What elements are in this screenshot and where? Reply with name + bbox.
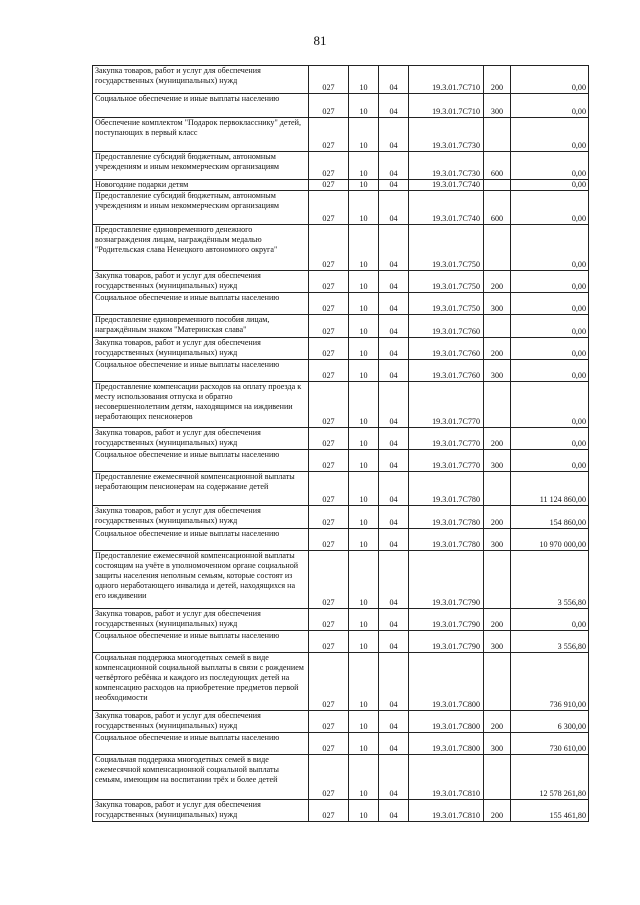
row-sum-cell: 3 556,80 (511, 631, 589, 653)
row-pr-cell: 04 (379, 315, 409, 338)
row-vr-cell (484, 755, 511, 800)
row-ved-cell: 027 (309, 755, 349, 800)
row-csr-cell: 19.3.01.7С760 (409, 315, 484, 338)
row-csr-cell: 19.3.01.7С810 (409, 755, 484, 800)
row-csr-cell: 19.3.01.7С770 (409, 382, 484, 428)
row-csr-cell: 19.3.01.7С800 (409, 711, 484, 733)
row-pr-cell: 04 (379, 733, 409, 755)
row-vr-cell: 200 (484, 506, 511, 529)
row-vr-cell (484, 118, 511, 152)
table-row (93, 271, 589, 293)
row-ved-cell: 027 (309, 800, 349, 822)
table-row (93, 800, 589, 822)
row-pr-cell: 04 (379, 225, 409, 271)
row-vr-cell: 300 (484, 450, 511, 472)
row-vr-cell: 300 (484, 529, 511, 551)
row-vr-cell: 600 (484, 191, 511, 225)
row-sum-cell: 12 578 261,80 (511, 755, 589, 800)
row-vr-cell: 300 (484, 631, 511, 653)
row-pr-cell: 04 (379, 631, 409, 653)
row-csr-cell: 19.3.01.7С750 (409, 225, 484, 271)
row-rz-cell: 10 (349, 271, 379, 293)
row-sum-cell: 154 860,00 (511, 506, 589, 529)
row-rz-cell: 10 (349, 472, 379, 506)
row-pr-cell: 04 (379, 529, 409, 551)
row-pr-cell: 04 (379, 271, 409, 293)
row-ved-cell: 027 (309, 653, 349, 711)
row-pr-cell: 04 (379, 711, 409, 733)
row-pr-cell: 04 (379, 653, 409, 711)
row-vr-cell: 300 (484, 360, 511, 382)
row-sum-cell: 0,00 (511, 609, 589, 631)
row-vr-cell (484, 382, 511, 428)
row-pr-cell: 04 (379, 506, 409, 529)
row-name-cell: Социальное обеспечение и иные выплаты населению (93, 733, 309, 755)
row-csr-cell: 19.3.01.7С750 (409, 293, 484, 315)
row-sum-cell: 0,00 (511, 293, 589, 315)
row-csr-cell: 19.3.01.7С790 (409, 609, 484, 631)
row-name-cell: Закупка товаров, работ и услуг для обеспечения государственных (муниципальных) нужд (93, 271, 309, 293)
row-sum-cell: 0,00 (511, 315, 589, 338)
row-ved-cell: 027 (309, 338, 349, 360)
row-csr-cell: 19.3.01.7С790 (409, 631, 484, 653)
row-pr-cell: 04 (379, 152, 409, 180)
row-rz-cell: 10 (349, 711, 379, 733)
row-csr-cell: 19.3.01.7С810 (409, 800, 484, 822)
row-name-cell: Закупка товаров, работ и услуг для обеспечения государственных (муниципальных) нужд (93, 428, 309, 450)
row-ved-cell: 027 (309, 66, 349, 94)
row-sum-cell: 0,00 (511, 191, 589, 225)
row-ved-cell: 027 (309, 271, 349, 293)
table-row (93, 360, 589, 382)
row-sum-cell: 0,00 (511, 118, 589, 152)
table-row (93, 755, 589, 800)
row-csr-cell: 19.3.01.7С740 (409, 191, 484, 225)
row-rz-cell: 10 (349, 609, 379, 631)
row-pr-cell: 04 (379, 338, 409, 360)
row-vr-cell (484, 180, 511, 191)
row-ved-cell: 027 (309, 609, 349, 631)
row-ved-cell: 027 (309, 631, 349, 653)
table-body (93, 66, 589, 822)
row-sum-cell: 0,00 (511, 225, 589, 271)
row-ved-cell: 027 (309, 360, 349, 382)
row-ved-cell: 027 (309, 225, 349, 271)
row-sum-cell: 736 910,00 (511, 653, 589, 711)
row-pr-cell: 04 (379, 118, 409, 152)
row-name-cell: Предоставление единовременного пособия лицам, награждённым знаком "Материнская слава" (93, 315, 309, 338)
row-name-cell: Закупка товаров, работ и услуг для обеспечения государственных (муниципальных) нужд (93, 506, 309, 529)
row-pr-cell: 04 (379, 472, 409, 506)
row-ved-cell: 027 (309, 551, 349, 609)
row-rz-cell: 10 (349, 733, 379, 755)
row-name-cell: Новогодние подарки детям (93, 180, 309, 191)
table-row (93, 529, 589, 551)
row-name-cell: Закупка товаров, работ и услуг для обеспечения государственных (муниципальных) нужд (93, 338, 309, 360)
row-csr-cell: 19.3.01.7С760 (409, 338, 484, 360)
table-row (93, 94, 589, 118)
row-rz-cell: 10 (349, 551, 379, 609)
row-sum-cell: 155 461,80 (511, 800, 589, 822)
row-csr-cell: 19.3.01.7С760 (409, 360, 484, 382)
table-row (93, 315, 589, 338)
row-rz-cell: 10 (349, 152, 379, 180)
row-name-cell: Закупка товаров, работ и услуг для обеспечения государственных (муниципальных) нужд (93, 609, 309, 631)
row-rz-cell: 10 (349, 382, 379, 428)
row-vr-cell: 200 (484, 711, 511, 733)
row-csr-cell: 19.3.01.7С750 (409, 271, 484, 293)
row-vr-cell: 300 (484, 733, 511, 755)
row-name-cell: Обеспечение комплектом "Подарок первокласснику" детей, поступающих в первый класс (93, 118, 309, 152)
row-ved-cell: 027 (309, 382, 349, 428)
row-name-cell: Закупка товаров, работ и услуг для обеспечения государственных (муниципальных) нужд (93, 711, 309, 733)
row-ved-cell: 027 (309, 191, 349, 225)
row-pr-cell: 04 (379, 94, 409, 118)
row-name-cell: Предоставление единовременного денежного вознаграждения лицам, награждённым медалью "Родительская слава Ненецкого автономного округа" (93, 225, 309, 271)
table-row (93, 450, 589, 472)
row-vr-cell: 300 (484, 94, 511, 118)
row-sum-cell: 0,00 (511, 338, 589, 360)
row-vr-cell: 200 (484, 66, 511, 94)
table-row (93, 382, 589, 428)
row-csr-cell: 19.3.01.7С770 (409, 450, 484, 472)
row-vr-cell (484, 225, 511, 271)
row-rz-cell: 10 (349, 631, 379, 653)
row-rz-cell: 10 (349, 225, 379, 271)
row-pr-cell: 04 (379, 66, 409, 94)
row-name-cell: Социальная поддержка многодетных семей в виде ежемесячной компенсационной социальной выплаты семьям, имеющим на воспитании трёх и более детей (93, 755, 309, 800)
row-sum-cell: 0,00 (511, 94, 589, 118)
row-name-cell: Социальное обеспечение и иные выплаты населению (93, 293, 309, 315)
row-name-cell: Социальное обеспечение и иные выплаты населению (93, 631, 309, 653)
row-ved-cell: 027 (309, 118, 349, 152)
row-rz-cell: 10 (349, 293, 379, 315)
row-name-cell: Предоставление субсидий бюджетным, автономным учреждениям и иным некоммерческим организациям (93, 152, 309, 180)
table-row (93, 733, 589, 755)
row-csr-cell: 19.3.01.7С780 (409, 472, 484, 506)
row-name-cell: Закупка товаров, работ и услуг для обеспечения государственных (муниципальных) нужд (93, 800, 309, 822)
row-csr-cell: 19.3.01.7С800 (409, 733, 484, 755)
row-sum-cell: 6 300,00 (511, 711, 589, 733)
row-rz-cell: 10 (349, 338, 379, 360)
row-ved-cell: 027 (309, 711, 349, 733)
row-vr-cell: 200 (484, 428, 511, 450)
row-pr-cell: 04 (379, 450, 409, 472)
row-ved-cell: 027 (309, 506, 349, 529)
row-rz-cell: 10 (349, 506, 379, 529)
table-row (93, 180, 589, 191)
row-name-cell: Предоставление субсидий бюджетным, автономным учреждениям и иным некоммерческим организациям (93, 191, 309, 225)
row-csr-cell: 19.3.01.7С740 (409, 180, 484, 191)
table-row (93, 66, 589, 94)
row-vr-cell: 600 (484, 152, 511, 180)
row-csr-cell: 19.3.01.7С800 (409, 653, 484, 711)
row-sum-cell: 10 970 000,00 (511, 529, 589, 551)
row-rz-cell: 10 (349, 450, 379, 472)
row-ved-cell: 027 (309, 428, 349, 450)
row-ved-cell: 027 (309, 529, 349, 551)
row-pr-cell: 04 (379, 191, 409, 225)
page-number: 81 (313, 33, 327, 48)
row-ved-cell: 027 (309, 94, 349, 118)
row-vr-cell (484, 653, 511, 711)
row-rz-cell: 10 (349, 191, 379, 225)
table-row (93, 506, 589, 529)
row-ved-cell: 027 (309, 293, 349, 315)
row-rz-cell: 10 (349, 315, 379, 338)
row-name-cell: Предоставление ежемесячной компенсационной выплаты неработающим пенсионерам на содержание детей (93, 472, 309, 506)
row-sum-cell: 0,00 (511, 180, 589, 191)
row-sum-cell: 0,00 (511, 66, 589, 94)
table-row (93, 631, 589, 653)
row-rz-cell: 10 (349, 180, 379, 191)
row-sum-cell: 730 610,00 (511, 733, 589, 755)
row-pr-cell: 04 (379, 800, 409, 822)
row-csr-cell: 19.3.01.7С710 (409, 66, 484, 94)
row-ved-cell: 027 (309, 152, 349, 180)
table-row (93, 472, 589, 506)
row-sum-cell: 0,00 (511, 382, 589, 428)
row-vr-cell (484, 472, 511, 506)
row-ved-cell: 027 (309, 450, 349, 472)
table-row (93, 118, 589, 152)
table-row (93, 152, 589, 180)
row-name-cell: Закупка товаров, работ и услуг для обеспечения государственных (муниципальных) нужд (93, 66, 309, 94)
table-row (93, 609, 589, 631)
row-csr-cell: 19.3.01.7С710 (409, 94, 484, 118)
row-pr-cell: 04 (379, 609, 409, 631)
table-row (93, 653, 589, 711)
table-row (93, 711, 589, 733)
row-name-cell: Социальное обеспечение и иные выплаты населению (93, 360, 309, 382)
row-rz-cell: 10 (349, 653, 379, 711)
row-vr-cell: 300 (484, 293, 511, 315)
row-csr-cell: 19.3.01.7С790 (409, 551, 484, 609)
row-sum-cell: 0,00 (511, 428, 589, 450)
row-vr-cell (484, 551, 511, 609)
row-name-cell: Социальное обеспечение и иные выплаты населению (93, 529, 309, 551)
row-csr-cell: 19.3.01.7С730 (409, 152, 484, 180)
row-ved-cell: 027 (309, 315, 349, 338)
table-row (93, 225, 589, 271)
row-pr-cell: 04 (379, 382, 409, 428)
row-pr-cell: 04 (379, 428, 409, 450)
row-vr-cell: 200 (484, 338, 511, 360)
table-row (93, 293, 589, 315)
table-row (93, 191, 589, 225)
table-row (93, 551, 589, 609)
row-rz-cell: 10 (349, 800, 379, 822)
row-sum-cell: 0,00 (511, 152, 589, 180)
row-ved-cell: 027 (309, 733, 349, 755)
row-pr-cell: 04 (379, 551, 409, 609)
row-vr-cell (484, 315, 511, 338)
row-rz-cell: 10 (349, 66, 379, 94)
row-vr-cell: 200 (484, 800, 511, 822)
row-pr-cell: 04 (379, 755, 409, 800)
table-row (93, 428, 589, 450)
row-name-cell: Предоставление ежемесячной компенсационной выплаты состоящим на учёте в уполномоченном органе социальной защиты населения неполным семьям, которые состоят из одного неработающего инвалида и детей, находящихся на его иждивении (93, 551, 309, 609)
row-ved-cell: 027 (309, 472, 349, 506)
row-name-cell: Социальная поддержка многодетных семей в виде компенсационной социальной выплаты в связи с рождением четвёртого ребёнка и каждого из последующих детей на компенсацию расходов на приобретение предметов первой необходимости (93, 653, 309, 711)
row-csr-cell: 19.3.01.7С730 (409, 118, 484, 152)
row-sum-cell: 0,00 (511, 450, 589, 472)
row-pr-cell: 04 (379, 180, 409, 191)
row-csr-cell: 19.3.01.7С780 (409, 506, 484, 529)
row-name-cell: Социальное обеспечение и иные выплаты населению (93, 94, 309, 118)
budget-table (92, 65, 589, 822)
row-rz-cell: 10 (349, 360, 379, 382)
row-csr-cell: 19.3.01.7С770 (409, 428, 484, 450)
row-sum-cell: 11 124 860,00 (511, 472, 589, 506)
row-rz-cell: 10 (349, 94, 379, 118)
row-sum-cell: 3 556,80 (511, 551, 589, 609)
row-sum-cell: 0,00 (511, 360, 589, 382)
row-rz-cell: 10 (349, 755, 379, 800)
row-vr-cell: 200 (484, 271, 511, 293)
row-name-cell: Предоставление компенсации расходов на оплату проезда к месту использования отпуска и обратно несовершеннолетним детям, находящимся на иждивении неработающих пенсионеров (93, 382, 309, 428)
row-pr-cell: 04 (379, 293, 409, 315)
row-ved-cell: 027 (309, 180, 349, 191)
row-csr-cell: 19.3.01.7С780 (409, 529, 484, 551)
table-row (93, 338, 589, 360)
row-rz-cell: 10 (349, 118, 379, 152)
row-rz-cell: 10 (349, 428, 379, 450)
row-sum-cell: 0,00 (511, 271, 589, 293)
row-rz-cell: 10 (349, 529, 379, 551)
row-name-cell: Социальное обеспечение и иные выплаты населению (93, 450, 309, 472)
row-pr-cell: 04 (379, 360, 409, 382)
row-vr-cell: 200 (484, 609, 511, 631)
